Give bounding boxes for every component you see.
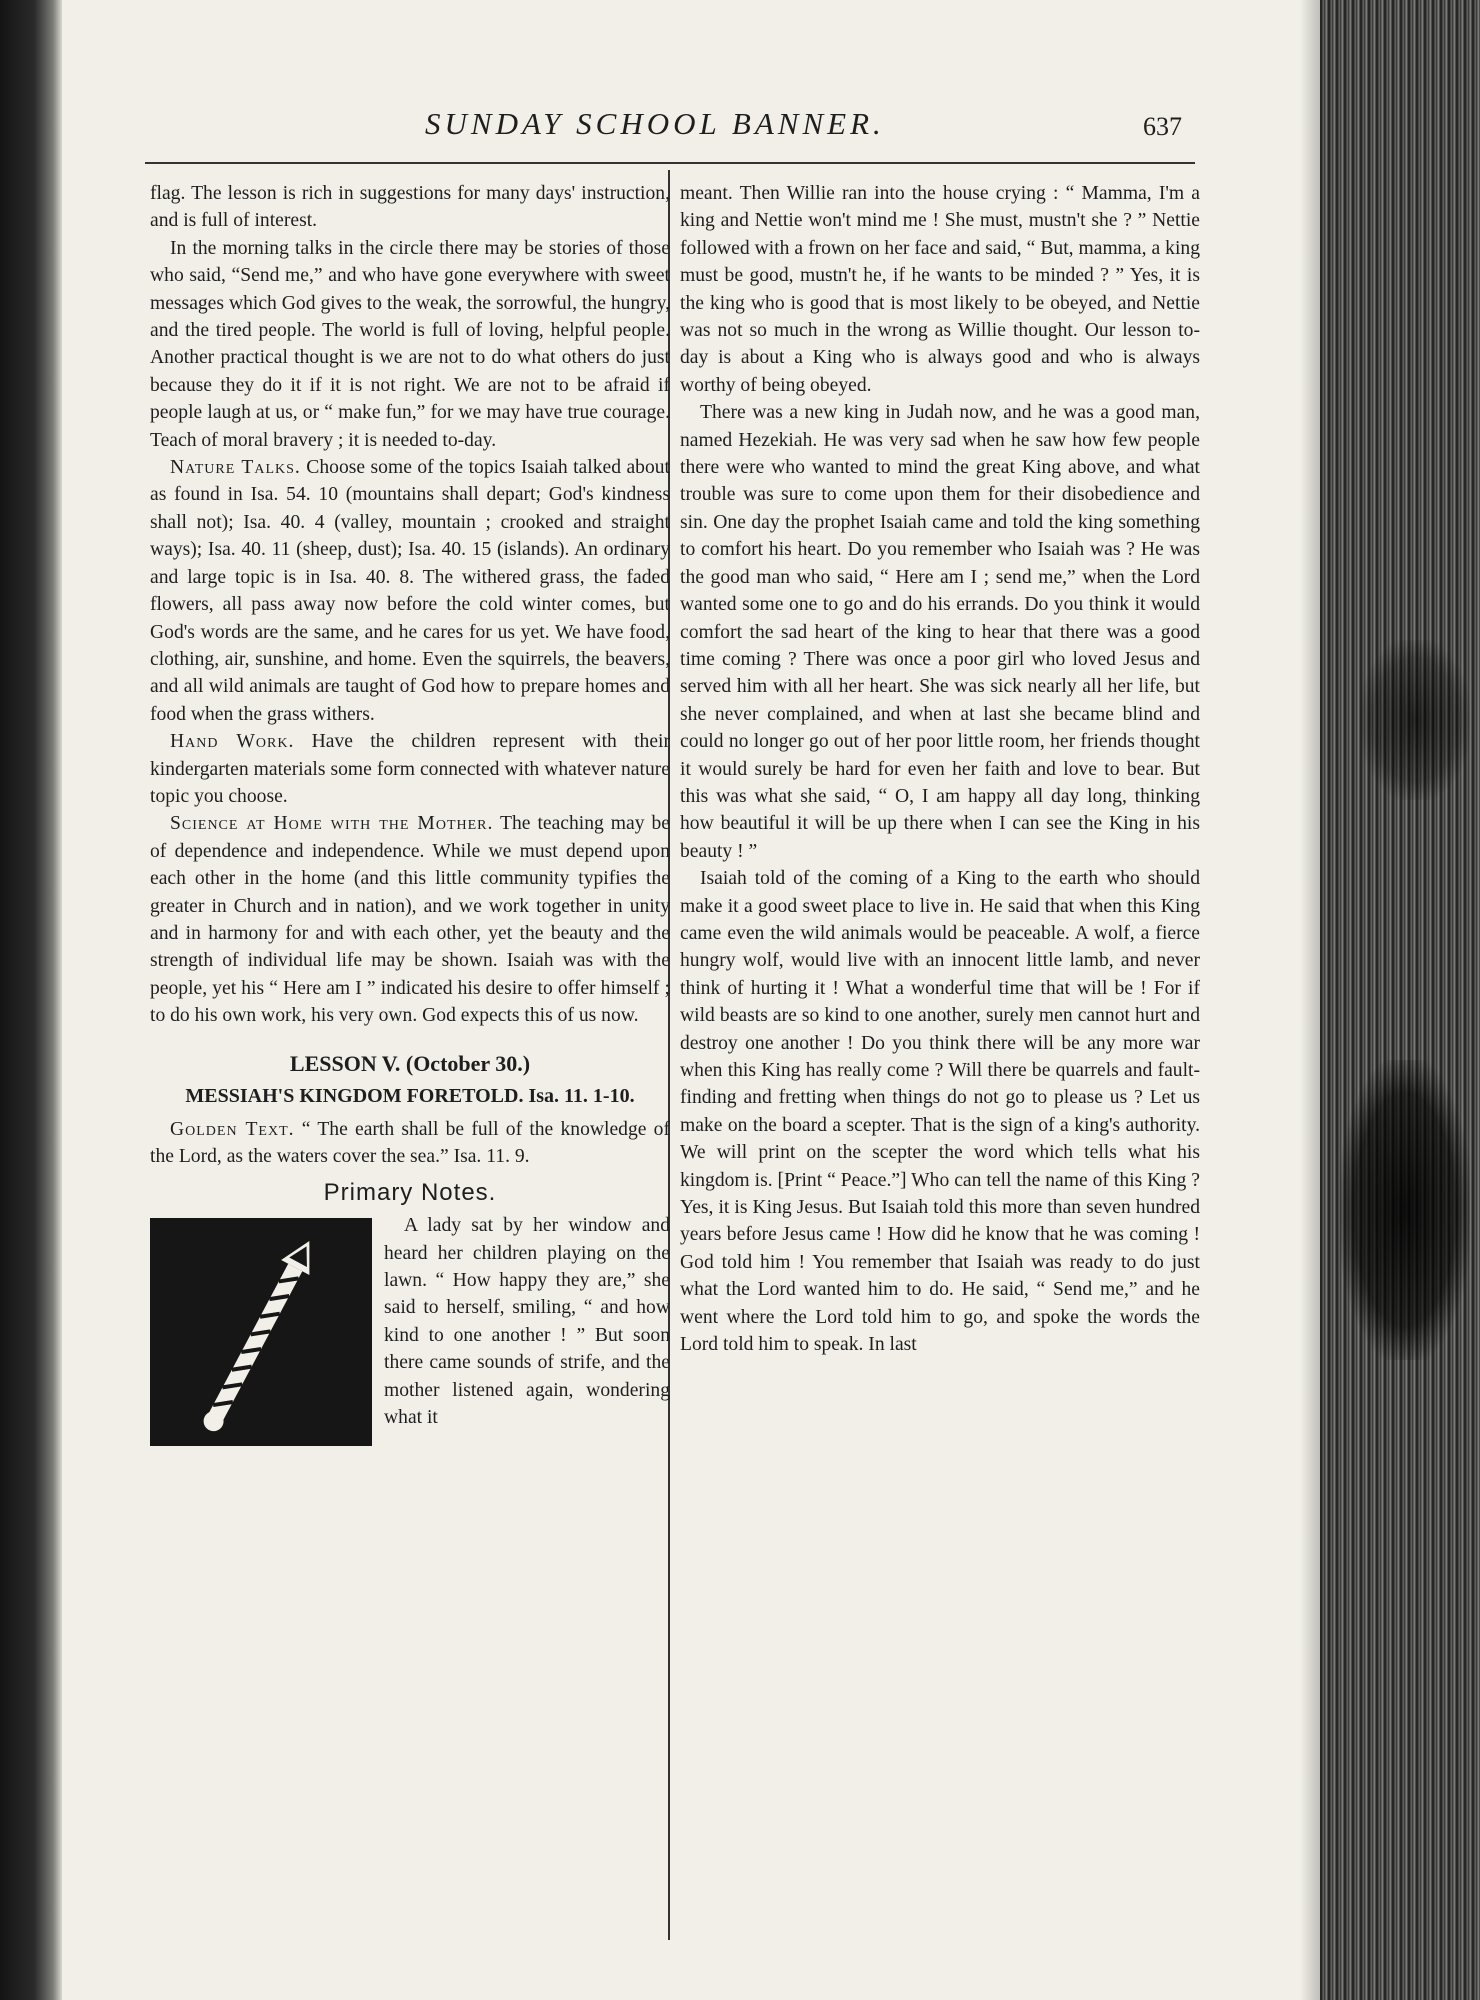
golden-text-lead: Golden Text. [170,1119,295,1140]
ink-stain-upper [1360,640,1470,800]
golden-text-body: “ The earth shall be full of the knowledge of the Lord, as the waters cover the sea.” Isa. 11. 9. [150,1119,670,1168]
header-rule [145,162,1195,164]
paragraph: In the morning talks in the circle there may be stories of those who said, “Send me,” and who have gone everywhere with sweet messages which God gives to the weak, the sorrowful, the hungry, and the tired people. The world is full of loving, helpful people. Another practical thought is we are not to do what others do just because they do it if it is not right. We are not to be afraid if people laugh at us, or “ make fun,” for we may have true courage. Teach of moral bravery ; it is needed to-day. [150,237,670,451]
left-column [150,180,670,1940]
paragraph: flag. The lesson is rich in suggestions for many days' instruction, and is full of interest. [150,183,670,232]
paragraph-lead: Science at Home with the Mother. [170,813,494,835]
paragraph-body: The teaching may be of dependence and independence. While we must depend upon each other in the home (and this little community typifies the greater in Church and in nation), and we work together in unity and in harmony for and with each other, yet the beauty and the strength of individual life may be shown. Isaiah was with the people, yet his “ Here am I ” indicated his desire to offer himself ; to do his own work, his very own. God expects this of us now. [150,813,670,1027]
ink-stain [1340,1060,1470,1360]
right-column [680,180,1200,1940]
page-edges [1320,0,1480,2000]
paragraph: meant. Then Willie ran into the house crying : “ Mamma, I'm a king and Nettie won't mind me ! She must, mustn't she ? ” Nettie followed with a frown on her face and said, “ But, mamma, a king must be good, mustn't he, if he wants to be minded ? ” Yes, it is the king who is good that is most likely to be obeyed, and Nettie was not so much in the wrong as Willie thought. Our lesson to-day is about a King who is always good and who is always worthy of being obeyed. [680,183,1200,396]
golden-text [150,1116,670,1171]
paragraph [150,728,670,810]
page-number: 637 [1143,112,1182,141]
scepter-icon [150,1218,372,1446]
book-binding [0,0,62,2000]
paragraph [150,810,670,1029]
running-head: SUNDAY SCHOOL BANNER. [425,106,885,141]
paragraph: A lady sat by her window and heard her children playing on the lawn. “ How happy they are,” she said to herself, smiling, “ and how kind to one another ! ” But soon there came sounds of strife, and the mother listened again, wondering what it [384,1215,670,1429]
paragraph-lead: Hand Work. [170,731,295,753]
lesson-title: LESSON V. (October 30.) [289,1050,531,1076]
paragraph: Isaiah told of the coming of a King to the earth who should make it a good sweet place to live in. He said that when this King came even the wild animals would be peaceable. A wolf, a fierce hungry wolf, would live with an innocent little lamb, and never think of hurting it ! What a wonderful time that will be ! For if wild beasts are so kind to one another, surely men cannot hurt and destroy one another ! Do you think there will be any more war when this King has really come ? Will there be quarrels and fault-finding and fretting when things do not go to please us ? Let us make on the board a scepter. That is the sign of a king's authority. We will print on the scepter the word which tells what his kingdom is. [Print “ Peace.”] Who can tell the name of this King ? Yes, it is King Jesus. But Isaiah told this more than seven hundred years before Jesus came ! How did he know that he was coming ! God told him ! You remember that Isaiah was ready to do just what the Lord wanted him to do. He said, “ Send me,” and he went where the Lord told him to go, and spoke the words the Lord told him to speak. In last [680,868,1200,1356]
scepter-illustration [150,1218,372,1446]
section-heading: Primary Notes. [323,1178,497,1206]
lesson-subtitle: MESSIAH'S KINGDOM FORETOLD. Isa. 11. 1-10. [185,1085,635,1107]
paragraph: There was a new king in Judah now, and he was a good man, named Hezekiah. He was very sad when he saw how few people there were who wanted to mind the great King above, and what trouble was sure to come upon them for their disobedience and sin. One day the prophet Isaiah came and told the king something to comfort his heart. Do you remember who Isaiah was ? He was the good man who said, “ Here am I ; send me,” when the Lord wanted some one to go and do his errands. Do you think it would comfort the sad heart of the king to hear that there was a good time coming ? There was once a poor girl who loved Jesus and served him with all her heart. She was sick nearly all her life, but she never complained, and when at last she became blind and could no longer go out of her poor little room, her friends thought it would surely be hard for even her faith and love to bear. But this was what she said, “ O, I am happy all day long, thinking how beautiful it will be up there when I can see the King in his beauty ! ” [680,402,1200,862]
page-header [150,102,1200,152]
paragraph [150,454,670,728]
paragraph-body: Choose some of the topics Isaiah talked about as found in Isa. 54. 10 (mountains shall depart; God's kindness shall not); Isa. 40. 4 (valley, mountain ; crooked and straight ways); Isa. 40. 11 (sheep, dust); Isa. 40. 15 (islands). An ordinary and large topic is in Isa. 40. 8. The withered grass, the faded flowers, all pass away now before the cold winter comes, but God's words are the same, and he cares for us yet. We have food, clothing, air, sunshine, and home. Even the squirrels, the beavers, and all wild animals are taught of God how to prepare homes and food when the grass withers. [150,457,670,725]
paragraph-lead: Nature Talks. [170,457,301,479]
paragraph-body: Have the children represent with their kindergarten materials some form connected with whatever nature topic you choose. [150,731,670,807]
